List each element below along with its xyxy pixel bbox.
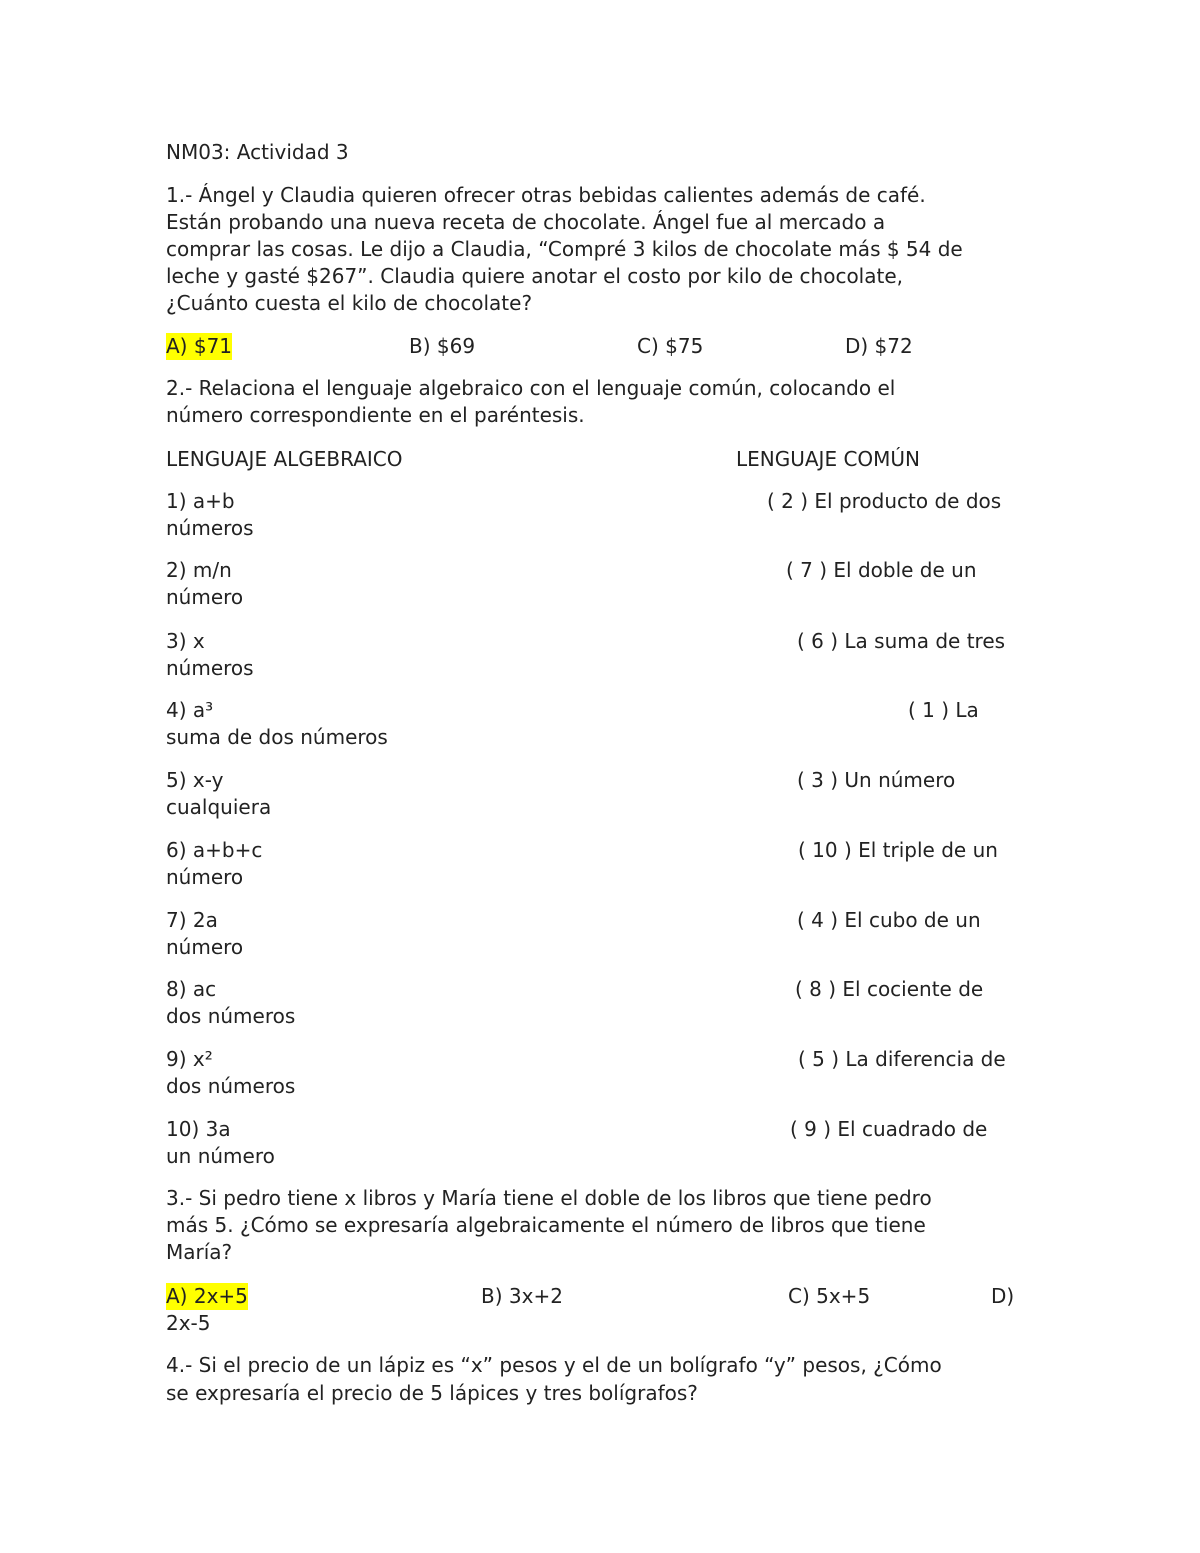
match-left: 5) x-y: [166, 768, 224, 792]
q1-option-b: B) $69: [409, 334, 476, 358]
match-right: ( 3 ) Un número: [797, 768, 956, 792]
q3-option-a-highlighted: A) 2x+5: [166, 1284, 248, 1308]
q3-option-d: D): [991, 1284, 1015, 1308]
match-left: 3) x: [166, 629, 205, 653]
match-left: 9) x²: [166, 1047, 213, 1071]
q2-line: 2.- Relaciona el lenguaje algebraico con el lenguaje común, colocando el: [166, 376, 896, 400]
match-right: ( 4 ) El cubo de un: [797, 908, 981, 932]
q1-line: comprar las cosas. Le dijo a Claudia, “Compré 3 kilos de chocolate más $ 54 de: [166, 237, 963, 261]
q4-line: se expresaría el precio de 5 lápices y tres bolígrafos?: [166, 1381, 698, 1405]
col-header-algebraic: LENGUAJE ALGEBRAICO: [166, 447, 403, 471]
match-right-wrap: números: [166, 656, 254, 680]
q1-line: leche y gasté $267”. Claudia quiere anotar el costo por kilo de chocolate,: [166, 264, 904, 288]
q3-option-b: B) 3x+2: [481, 1284, 563, 1308]
q1-line: Están probando una nueva receta de chocolate. Ángel fue al mercado a: [166, 210, 886, 234]
match-right: ( 5 ) La diferencia de: [798, 1047, 1006, 1071]
q3-line: más 5. ¿Cómo se expresaría algebraicamente el número de libros que tiene: [166, 1213, 926, 1237]
match-right-wrap: dos números: [166, 1004, 296, 1028]
col-header-common: LENGUAJE COMÚN: [736, 447, 921, 471]
match-right-wrap: número: [166, 865, 244, 889]
match-left: 10) 3a: [166, 1117, 231, 1141]
q1-line: 1.- Ángel y Claudia quieren ofrecer otras bebidas calientes además de café.: [166, 183, 926, 207]
match-left: 1) a+b: [166, 489, 235, 513]
match-right: ( 10 ) El triple de un: [798, 838, 998, 862]
q4-line: 4.- Si el precio de un lápiz es “x” pesos y el de un bolígrafo “y” pesos, ¿Cómo: [166, 1353, 942, 1377]
match-left: 6) a+b+c: [166, 838, 263, 862]
match-right-wrap: número: [166, 935, 244, 959]
match-right: ( 2 ) El producto de dos: [767, 489, 1002, 513]
match-right-wrap: cualquiera: [166, 795, 272, 819]
match-right-wrap: números: [166, 516, 254, 540]
q3-option-c: C) 5x+5: [788, 1284, 871, 1308]
match-right-wrap: dos números: [166, 1074, 296, 1098]
match-left: 8) ac: [166, 977, 217, 1001]
match-right-wrap: suma de dos números: [166, 725, 388, 749]
match-right-wrap: un número: [166, 1144, 275, 1168]
match-right: ( 8 ) El cociente de: [795, 977, 984, 1001]
match-right: ( 6 ) La suma de tres: [797, 629, 1006, 653]
q1-option-a-highlighted: A) $71: [166, 334, 233, 358]
document-title: NM03: Actividad 3: [166, 140, 349, 164]
match-left: 7) 2a: [166, 908, 218, 932]
match-left: 2) m/n: [166, 558, 232, 582]
q3-line: 3.- Si pedro tiene x libros y María tiene el doble de los libros que tiene pedro: [166, 1186, 932, 1210]
q3-option-d-wrap: 2x-5: [166, 1311, 211, 1335]
q1-line: ¿Cuánto cuesta el kilo de chocolate?: [166, 291, 533, 315]
match-right: ( 7 ) El doble de un: [786, 558, 977, 582]
match-right-wrap: número: [166, 585, 244, 609]
match-left: 4) a³: [166, 698, 214, 722]
match-right: ( 1 ) La: [908, 698, 979, 722]
q1-option-c: C) $75: [637, 334, 704, 358]
q1-option-d: D) $72: [845, 334, 913, 358]
match-right: ( 9 ) El cuadrado de: [790, 1117, 988, 1141]
q2-line: número correspondiente en el paréntesis.: [166, 403, 585, 427]
q3-line: María?: [166, 1240, 233, 1264]
